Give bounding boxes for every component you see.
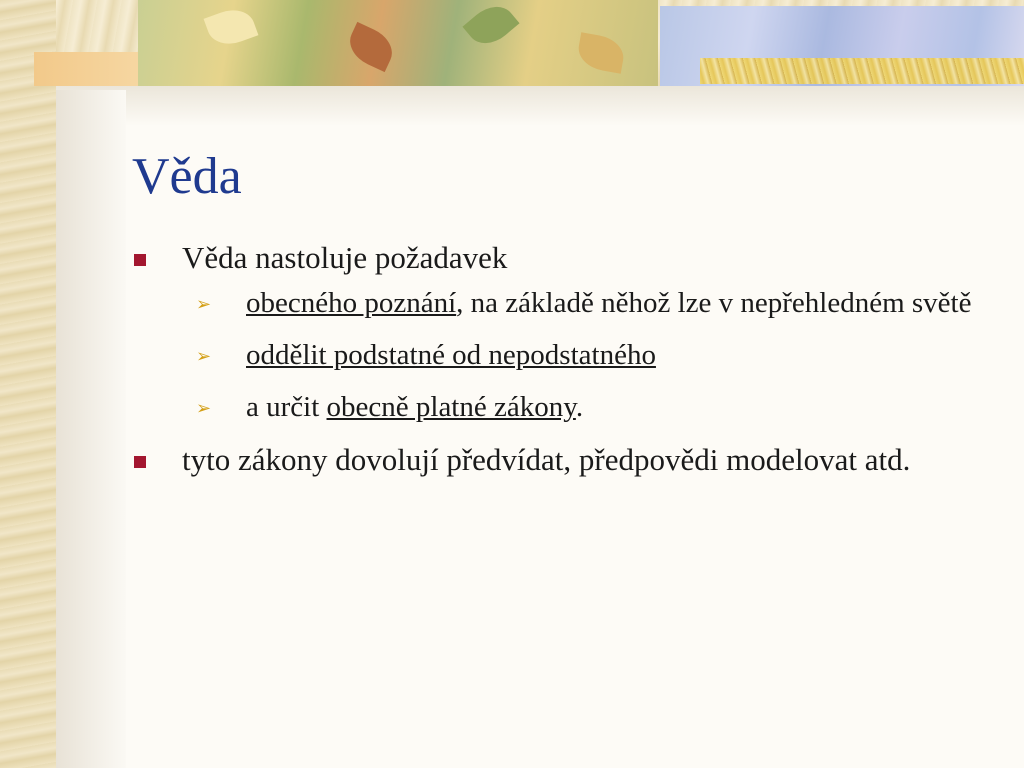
leaf-icon [343,22,399,72]
sub-bullet-pre: a určit [246,391,327,423]
arrow-bullet-icon: ➢ [196,294,212,315]
hyperlink-obecneho-poznani[interactable]: obecného poznání [246,287,457,319]
leaf-icon [204,3,259,51]
decorative-left-shadow [56,90,126,768]
bullet-item [132,240,972,424]
square-bullet-icon [134,254,146,266]
decorative-wheat-strip [700,58,1024,84]
square-bullet-icon [134,456,146,468]
slide-title: Věda [132,148,242,205]
arrow-bullet-icon: ➢ [196,398,212,419]
arrow-bullet-icon: ➢ [196,346,212,367]
hyperlink-oddelit-podstatne[interactable]: oddělit podstatné od nepodstatného [246,339,656,371]
sub-bullet-list [182,286,972,424]
bullet-text: Věda nastoluje požadavek [182,240,508,275]
decorative-top-shadow [56,86,1024,126]
leaf-icon [575,32,626,73]
bullet-text: tyto zákony dovolují předvídat, předpovědi modelovat atd. [182,442,911,477]
decorative-leaves-banner [138,0,658,86]
hyperlink-obecne-platne-zakony[interactable]: obecně platné zákony [326,391,576,423]
decorative-parchment-left [0,0,56,768]
sub-bullet-item [182,338,972,372]
leaf-icon [462,0,519,53]
sub-bullet-item [182,390,972,424]
sub-bullet-post: . [575,391,584,423]
sub-bullet-post: , na základě něhož lze v nepřehledném světě [456,287,972,319]
sub-bullet-item [182,286,972,320]
bullet-list [132,240,972,484]
bullet-item [132,442,972,478]
